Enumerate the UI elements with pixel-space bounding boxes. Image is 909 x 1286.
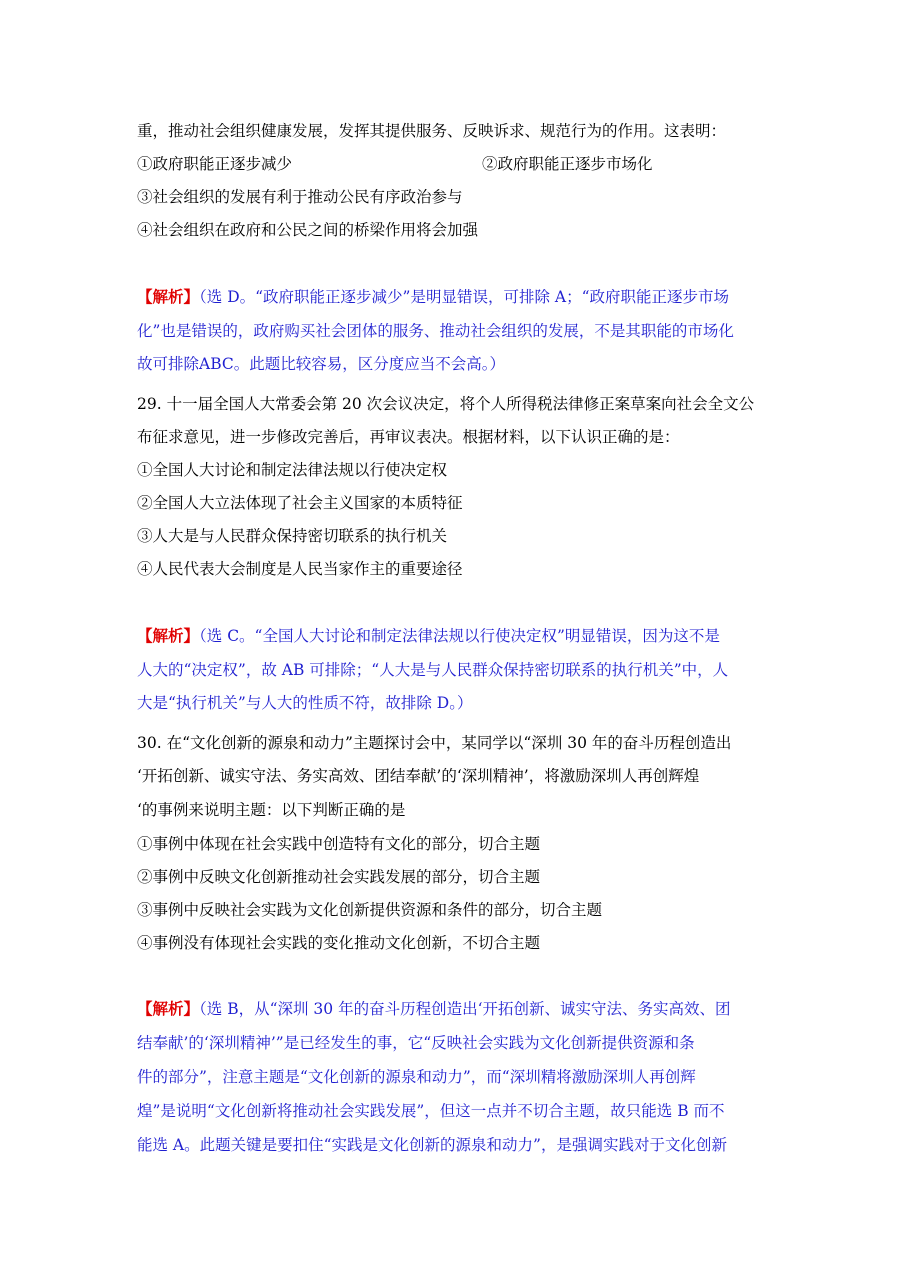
q29-analysis-text-1: （选 C。“全国人大讨论和制定法律法规以行使决定权”明显错误，因为这不是 (199, 627, 720, 645)
q29-item-1: ①全国人大讨论和制定法律法规以行使决定权 (137, 461, 448, 479)
q29-analysis-line-1 (137, 625, 777, 647)
q28-item-1: ①政府职能正逐步减少 (137, 155, 293, 173)
q28-item-2: ②政府职能正逐步市场化 (482, 155, 653, 173)
q29-analysis-line-2: 人大的“决定权”，故 AB 可排除；“人大是与人民群众保持密切联系的执行机关”中，人 (137, 661, 729, 679)
q28-item-4: ④社会组织在政府和公民之间的桥梁作用将会加强 (137, 221, 479, 239)
q30-analysis-line-2: 结奉献’的‘深圳精神’”是已经发生的事，它“反映社会实践为文化创新提供资源和条 (137, 1034, 695, 1052)
q28-analysis-line-1 (137, 286, 777, 308)
q28-items-row1 (137, 153, 777, 175)
q29-stem-line-2: 布征求意见，进一步修改完善后，再审议表决。根据材料，以下认识正确的是： (137, 428, 680, 446)
q29-item-2: ②全国人大立法体现了社会主义国家的本质特征 (137, 494, 463, 512)
q30-item-4: ④事例没有体现社会实践的变化推动文化创新，不切合主题 (137, 934, 541, 952)
q30-item-2: ②事例中反映文化创新推动社会实践发展的部分，切合主题 (137, 868, 541, 886)
q30-analysis-line-5: 能选 A。此题关键是要扣住“实践是文化创新的源泉和动力”，是强调实践对于文化创新 (137, 1136, 727, 1154)
q30-item-1: ①事例中体现在社会实践中创造特有文化的部分，切合主题 (137, 835, 541, 853)
q29-stem-line-1: 29. 十一届全国人大常委会第 20 次会议决定，将个人所得税法律修正案草案向社会全文公 (137, 395, 755, 413)
q30-stem-line-2: ‘开拓创新、诚实守法、务实高效、团结奉献’的‘深圳精神’，将激励深圳人再创辉煌 (137, 767, 700, 785)
q30-analysis-line-3: 件的部分”，注意主题是“文化创新的源泉和动力”，而“深圳精将激励深圳人再创辉 (137, 1068, 696, 1086)
q29-analysis-tag: 【解析】 (137, 626, 200, 645)
q30-analysis-line-4: 煌”是说明“文化创新将推动社会实践发展”，但这一点并不切合主题，故只能选 B 而不 (137, 1102, 725, 1120)
q28-analysis-line-3: 故可排除ABC。此题比较容易，区分度应当不会高。） (137, 355, 505, 373)
q30-analysis-line-1 (137, 998, 777, 1020)
q28-item-3: ③社会组织的发展有利于推动公民有序政治参与 (137, 188, 463, 206)
q28-analysis-tag: 【解析】 (137, 287, 200, 306)
q30-analysis-text-1: （选 B，从“深圳 30 年的奋斗历程创造出‘开拓创新、诚实守法、务实高效、团 (199, 1000, 731, 1018)
q28-stem: 重，推动社会组织健康发展，发挥其提供服务、反映诉求、规范行为的作用。这表明： (137, 122, 727, 140)
q28-analysis-line-2: 化”也是错误的，政府购买社会团体的服务、推动社会组织的发展，不是其职能的市场化 (137, 322, 734, 340)
q29-item-4: ④人民代表大会制度是人民当家作主的重要途径 (137, 560, 463, 578)
q30-stem-line-1: 30. 在“文化创新的源泉和动力”主题探讨会中，某同学以“深圳 30 年的奋斗历程创造出 (137, 734, 732, 752)
q29-analysis-line-3: 大是“执行机关”与人大的性质不符，故排除 D。） (137, 694, 473, 712)
q28-analysis-text-1: （选 D。“政府职能正逐步减少”是明显错误，可排除 A；“政府职能正逐步市场 (199, 288, 730, 306)
q29-item-3: ③人大是与人民群众保持密切联系的执行机关 (137, 527, 448, 545)
q30-analysis-tag: 【解析】 (137, 999, 200, 1018)
q30-stem-line-3: ‘的事例来说明主题：以下判断正确的是 (137, 801, 406, 819)
q30-item-3: ③事例中反映社会实践为文化创新提供资源和条件的部分，切合主题 (137, 901, 603, 919)
